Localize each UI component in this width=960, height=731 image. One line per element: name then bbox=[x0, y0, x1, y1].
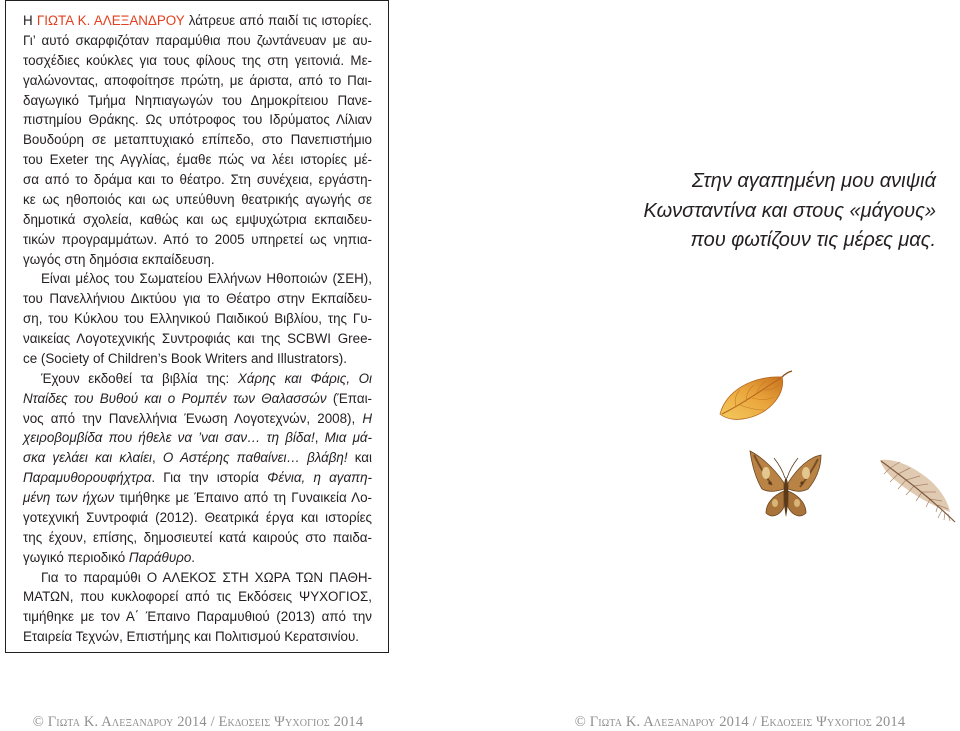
bio-line: σα από το δράμα και το θέατρο. Στη συνέχεια, εργάστη- bbox=[23, 172, 372, 187]
bio-line: τικών προγραμμάτων. Από το 2005 υπηρετεί ως νηπια- bbox=[23, 231, 372, 247]
bio-line bbox=[23, 428, 372, 448]
bio-text: νος από την Πανελλήνια Ένωση Λογοτεχνών, 2008), bbox=[23, 410, 363, 426]
bio-line bbox=[23, 488, 372, 508]
author-bio-frame bbox=[5, 0, 389, 653]
bio-paragraph bbox=[23, 369, 372, 568]
bio-line: δαγωγικό Τμήμα Νηπιαγωγών του Δημοκρίτειου Πανε- bbox=[23, 92, 372, 108]
author-name: ΓΙΩΤΑ Κ. ΑΛΕΞΑΝΔΡΟΥ bbox=[36, 13, 185, 28]
bio-text: λάτρευε από παιδί τις ιστορίες. bbox=[184, 13, 372, 28]
bio-line: τιμήθηκε με τον Α΄ Έπαινο Παραμυθιού (2013) από την bbox=[23, 609, 372, 625]
bio-line: ce (Society of Children’s Book Writers and Illustrators). bbox=[23, 350, 347, 366]
bio-paragraph bbox=[23, 269, 372, 368]
bio-text: , bbox=[151, 450, 163, 466]
work-title: Χάρης και Φάρις, Οι bbox=[237, 370, 372, 386]
bio-line bbox=[23, 448, 372, 468]
work-title: Νταίδες του Βυθού και ο Ρομπέν των Θαλασσών bbox=[23, 390, 327, 406]
leaf-stem bbox=[782, 371, 792, 377]
bio-paragraph bbox=[23, 568, 372, 648]
work-title: σκα γελάει και κλαίει bbox=[23, 450, 152, 466]
work-title: μένη των ήχων bbox=[23, 490, 115, 505]
copyright-footer-right: © Γιωτα Κ. Αλεξανδρου 2014 / Εκδοσεις Ψυχογιος 2014 bbox=[574, 714, 906, 730]
work-title: χειροβομβίδα που ήθελε να ’ναι σαν… τη βίδα! bbox=[23, 430, 315, 446]
bio-line bbox=[23, 369, 372, 389]
bio-line: ση, του Κύκλου του Ελληνικού Παιδικού Βιβλίου, της Γυ- bbox=[23, 311, 372, 327]
bio-line: ναικείας Λογοτεχνικής Συντροφιάς και της SCBWI Gree- bbox=[23, 331, 372, 346]
bio-line: ΜΑΤΩΝ, που κυκλοφορεί από τις Εκδόσεις ΨΥΧΟΓΙΟΣ, bbox=[23, 589, 372, 605]
bio-line: Βουδούρη σε μεταπτυχιακό επίπεδο, στο Πανεπιστήμιο bbox=[23, 132, 372, 148]
dedication-line: Κωνσταντίνα και στους «μάγους» bbox=[643, 199, 936, 222]
feather-icon bbox=[876, 452, 958, 524]
work-title: Παράθυρο bbox=[128, 549, 192, 565]
dedication-line: Στην αγαπημένη μου ανιψιά bbox=[691, 170, 936, 192]
dedication bbox=[616, 167, 936, 256]
bio-line: Γι’ αυτό σκαρφιζόταν παραμύθια που ζωντάνευαν με αυ- bbox=[23, 32, 372, 48]
bio-line: γωγός στη δημόσια εκπαίδευση. bbox=[23, 251, 215, 267]
bio-text: Έχουν εκδοθεί τα βιβλία της: bbox=[41, 370, 238, 386]
bio-line: του Πανελλήνιου Δικτύου για το Θέατρο στην Εκπαίδευ- bbox=[23, 291, 372, 307]
bio-paragraph bbox=[23, 11, 372, 269]
bio-text: τιμήθηκε με Έπαινο από τη Γυναικεία Λο- bbox=[114, 490, 372, 505]
butterfly-icon bbox=[746, 443, 826, 527]
work-title: Μια μά- bbox=[324, 430, 372, 446]
bio-line bbox=[23, 11, 372, 31]
bio-line: της έχουν, επίσης, δημοσιευτεί κατά καιρούς στο παιδα- bbox=[23, 529, 372, 545]
bio-text: και bbox=[347, 450, 373, 466]
bio-text: γωγικό περιοδικό bbox=[23, 549, 129, 565]
bio-line: Είναι μέλος του Σωματείου Ελλήνων Ηθοποιών (ΣΕΗ), bbox=[41, 271, 372, 287]
bio-line bbox=[23, 548, 372, 568]
bio-line: πιστημίου Θράκης. Ως υπότροφος του Ιδρύματος Λίλιαν bbox=[23, 112, 372, 128]
bio-line bbox=[23, 389, 372, 409]
bio-line: του Exeter της Αγγλίας, έμαθε πώς να λέει ιστορίες μέ- bbox=[23, 152, 372, 168]
butterfly-body bbox=[784, 477, 789, 517]
bio-text: (Έπαι- bbox=[326, 390, 373, 406]
work-title: Φένια, η αγαπη- bbox=[267, 470, 373, 486]
bio-line: τοσχέδιες κούκλες για τους φίλους της στη γειτονιά. Με- bbox=[23, 52, 372, 68]
bio-text: . bbox=[191, 549, 196, 565]
bio-text: , bbox=[314, 430, 325, 446]
work-title: Ο Αστέρης παθαίνει… βλάβη! bbox=[162, 450, 348, 466]
bio-line: κε ως ηθοποιός και ως υπεύθυνη θεατρικής αγωγής σε bbox=[23, 191, 372, 207]
bio-text: Η bbox=[23, 13, 37, 28]
dedication-line: που φωτίζουν τις μέρες μας. bbox=[690, 229, 936, 251]
bio-line: γοτεχνική Συντροφιά (2012). Θεατρικά έργα και ιστορίες bbox=[23, 509, 372, 525]
copyright-footer-left: © Γιωτα Κ. Αλεξανδρου 2014 / Εκδοσεις Ψυχογιος 2014 bbox=[32, 714, 364, 730]
work-title: Παραμυθορουφήχτρα bbox=[23, 470, 152, 486]
bio-line: δημοτικά σχολεία, καθώς και ως εμψυχώτρια εκπαιδευ- bbox=[23, 211, 372, 227]
work-title: Η bbox=[362, 410, 372, 426]
autumn-leaf-icon bbox=[714, 368, 794, 424]
bio-line bbox=[23, 409, 372, 429]
author-bio bbox=[23, 11, 372, 647]
bio-line: γαλώνοντας, αποφοίτησε πρώτη, με άριστα, από το Παι- bbox=[23, 72, 372, 88]
bio-text: . Για την ιστορία bbox=[151, 470, 268, 486]
bio-line: Εταιρεία Τεχνών, Επιστήμης και Πολιτισμού Κερατσινίου. bbox=[23, 629, 359, 645]
bio-line: Για το παραμύθι Ο ΑΛΕΚΟΣ ΣΤΗ ΧΩΡΑ ΤΩΝ ΠΑΘΗ- bbox=[41, 569, 372, 585]
leaf-blade bbox=[720, 377, 783, 419]
bio-line bbox=[23, 468, 372, 488]
